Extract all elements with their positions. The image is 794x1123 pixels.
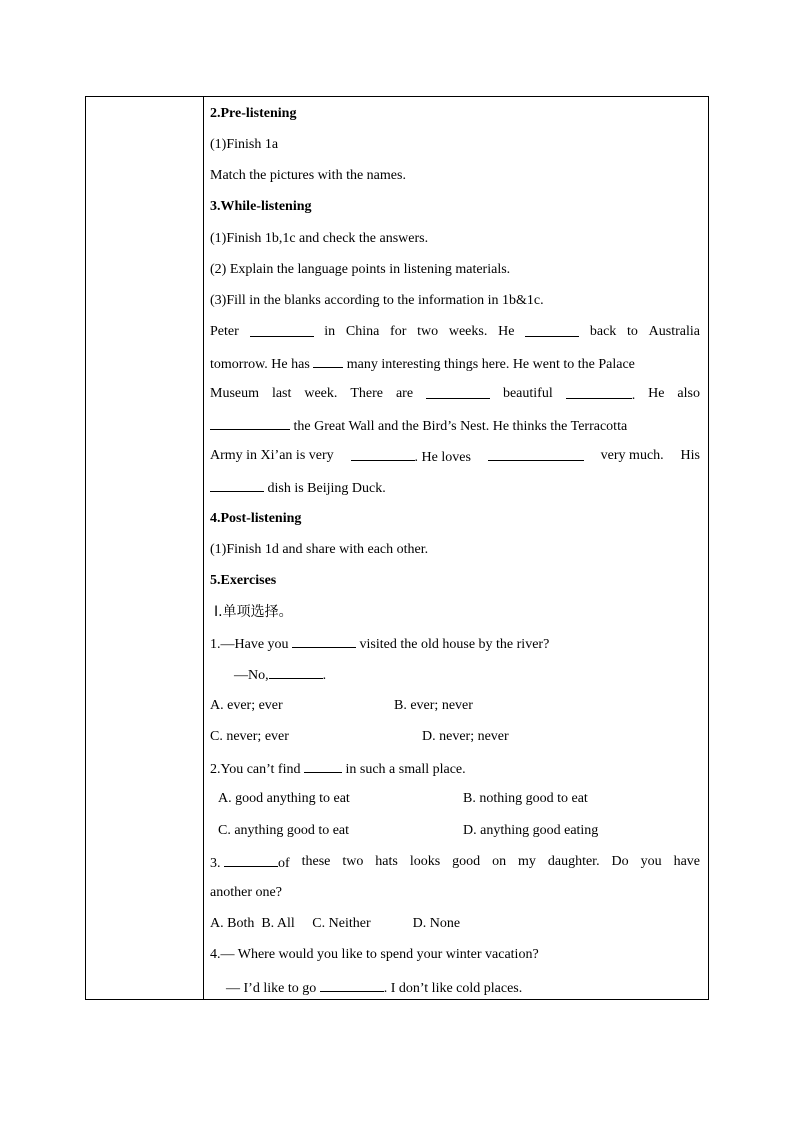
fill-blank [426, 384, 490, 399]
while-listening-step2: (2) Explain the language points in listening materials. [210, 262, 511, 277]
fill-blank [224, 852, 278, 867]
passage-word: He [498, 324, 515, 339]
question-text: these [301, 854, 331, 869]
pre-listening-step1: (1)Finish 1a [210, 137, 279, 152]
question-1-options-cd [210, 727, 700, 747]
passage-word: two [417, 324, 439, 339]
passage-word: to [627, 324, 638, 339]
question-text: 2.You can’t find [210, 762, 301, 777]
passage-word: . [631, 388, 636, 403]
fill-blank [304, 758, 342, 773]
question-4: 4.— Where would you like to spend your winter vacation? [210, 947, 539, 962]
passage-word: His [680, 448, 700, 463]
option-b: B. ever; never [394, 698, 473, 713]
fill-blank [292, 633, 356, 648]
passage-word: last [271, 386, 292, 401]
question-text: you [640, 854, 662, 869]
question-2-options-cd [210, 821, 700, 841]
question-2 [210, 758, 700, 778]
passage-word: Museum [210, 386, 259, 401]
option-d: D. never; never [422, 729, 509, 744]
pre-listening-heading: 2.Pre-listening [210, 106, 297, 121]
question-2-options-ab [210, 789, 700, 809]
passage-word: in [324, 324, 336, 339]
passage-word: He [648, 386, 665, 401]
option-a: A. ever; ever [210, 698, 283, 713]
passage-text: many interesting things here. He went to the Palace [346, 357, 635, 372]
question-text: Do [611, 854, 629, 869]
question-4-reply [226, 977, 716, 997]
question-text: my [518, 854, 536, 869]
post-listening-step1: (1)Finish 1d and share with each other. [210, 542, 429, 557]
passage-line-4 [210, 415, 700, 435]
question-text: — I’d like to go [226, 981, 317, 996]
passage-text: the Great Wall and the Bird’s Nest. He thinks the Terracotta [293, 419, 628, 434]
passage-word: back [589, 324, 617, 339]
exercise-part-label: Ⅰ.单项选择。 [214, 604, 293, 620]
passage-text: Army in Xi’an is very [210, 448, 334, 463]
fill-blank [313, 353, 343, 368]
fill-blank [525, 322, 579, 337]
option-c: C. never; ever [210, 729, 289, 744]
option-b: B. nothing good to eat [463, 791, 588, 806]
passage-word: There [350, 386, 384, 401]
question-1-reply [234, 664, 724, 684]
question-text: . I don’t like cold places. [383, 981, 523, 996]
question-3-options: A. Both B. All C. Neither D. None [210, 916, 461, 931]
lesson-table [85, 96, 709, 1000]
question-3-continued: another one? [210, 885, 282, 900]
passage-text: . He loves [414, 450, 471, 465]
question-text: looks [409, 854, 441, 869]
post-listening-heading: 4.Post-listening [210, 511, 302, 526]
while-listening-step1: (1)Finish 1b,1c and check the answers. [210, 231, 429, 246]
question-text: two [342, 854, 364, 869]
passage-word: for [390, 324, 407, 339]
option-a: A. good anything to eat [218, 791, 350, 806]
passage-line-6 [210, 477, 700, 497]
question-3 [210, 852, 700, 872]
question-text: have [673, 854, 700, 869]
question-1 [210, 633, 700, 653]
option-d: D. anything good eating [463, 823, 599, 838]
while-listening-step3: (3)Fill in the blanks according to the information in 1b&1c. [210, 293, 544, 308]
passage-text: tomorrow. He has [210, 357, 310, 372]
question-text: in such a small place. [345, 762, 466, 777]
passage-line-2 [210, 353, 700, 373]
passage-text: very much. [600, 448, 664, 463]
question-text: —No, [234, 668, 269, 683]
passage-word: Australia [648, 324, 700, 339]
passage-line-1 [210, 322, 700, 342]
question-text: good [452, 854, 481, 869]
passage-line-3 [210, 384, 700, 404]
option-c: C. anything good to eat [218, 823, 350, 838]
fill-blank [250, 322, 314, 337]
question-text: hats [375, 854, 398, 869]
fill-blank [210, 477, 264, 492]
passage-word: also [677, 386, 700, 401]
fill-blank [566, 384, 632, 399]
fill-blank [351, 446, 415, 461]
fill-blank [210, 415, 290, 430]
question-text: of [278, 856, 290, 871]
fill-blank [269, 664, 323, 679]
question-text: 3. [210, 856, 221, 871]
passage-word: weeks. [448, 324, 488, 339]
fill-blank [320, 977, 384, 992]
question-text: on [492, 854, 507, 869]
passage-word: week. [304, 386, 338, 401]
while-listening-heading: 3.While-listening [210, 199, 312, 214]
question-text: daughter. [547, 854, 600, 869]
question-text: visited the old house by the river? [359, 637, 550, 652]
question-1-options-ab [210, 696, 700, 716]
fill-blank [488, 446, 584, 461]
question-text: . [322, 668, 327, 683]
left-column-cell [86, 97, 204, 999]
passage-word: China [345, 324, 380, 339]
passage-line-5 [210, 446, 700, 466]
passage-word: Peter [210, 324, 239, 339]
passage-word: are [395, 386, 414, 401]
pre-listening-step1-detail: Match the pictures with the names. [210, 168, 406, 183]
passage-text: dish is Beijing Duck. [267, 481, 386, 496]
exercises-heading: 5.Exercises [210, 573, 277, 588]
question-text: 1.—Have you [210, 637, 289, 652]
passage-word: beautiful [502, 386, 553, 401]
